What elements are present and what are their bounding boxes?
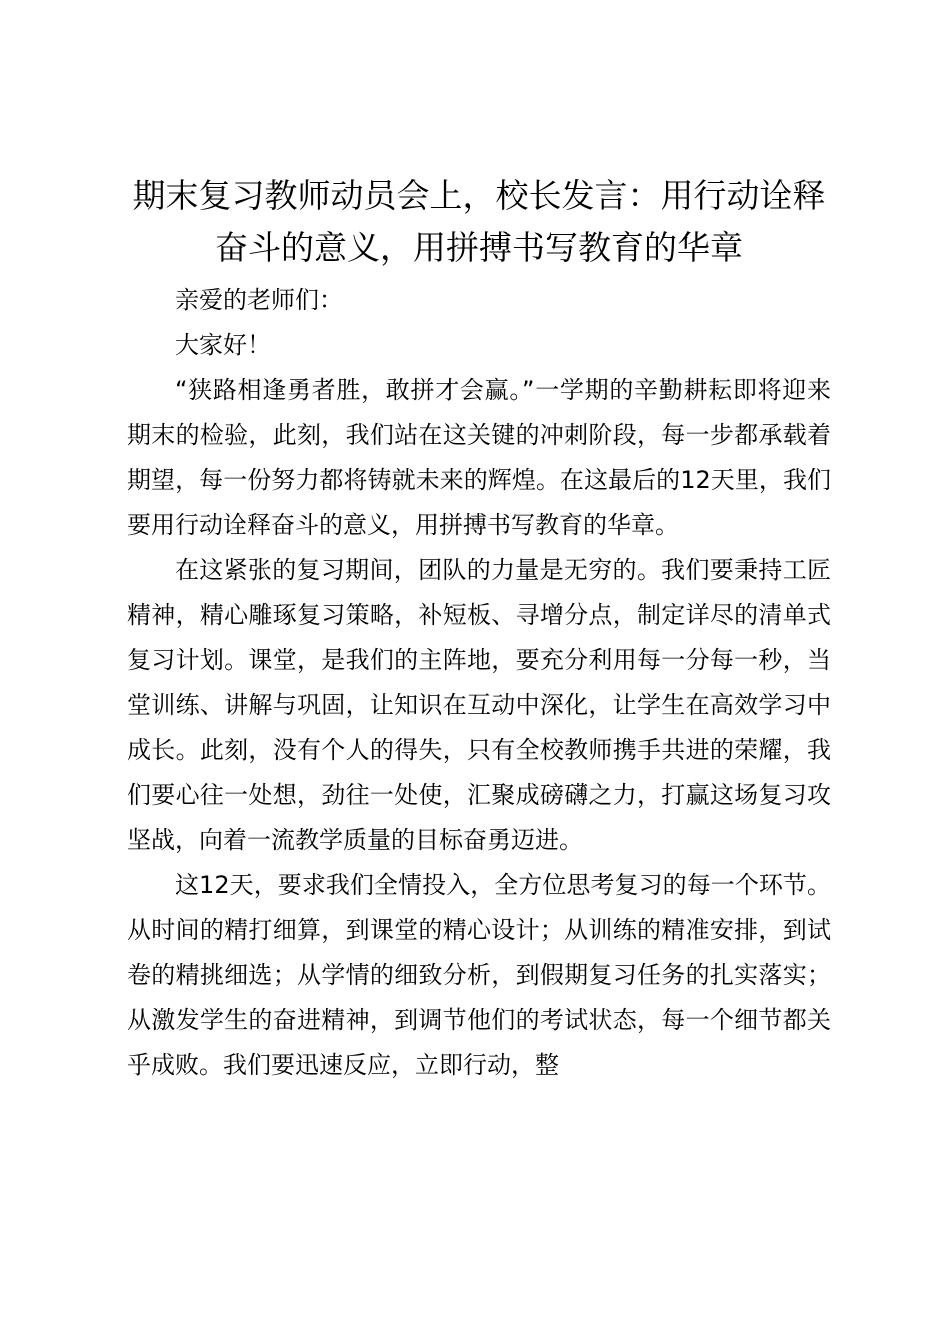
body-paragraph: 这12天，要求我们全情投入，全方位思考复习的每一个环节。从时间的精打细算，到课堂的精心设计；从训练的精准安排，到试卷的精挑细选；从学情的细致分析，到假期复习任务的扎实落实；从激发学生的奋进精神，到调节他们的考试状态，每一个细节都关乎成败。我们要迅速反应，立即行动，整	[127, 871, 831, 1079]
document-title: 期末复习教师动员会上，校长发言：用行动诠释奋斗的意义，用拼搏书写教育的华章	[132, 176, 826, 267]
greeting: 大家好！	[175, 331, 271, 359]
body-paragraph: 在这紧张的复习期间，团队的力量是无穷的。我们要秉持工匠精神，精心雕琢复习策略，补短板、寻增分点，制定详尽的清单式复习计划。课堂，是我们的主阵地，要充分利用每一分每一秒，当堂训练、讲解与巩固，让知识在互动中深化，让学生在高效学习中成长。此刻，没有个人的得失，只有全校教师携手共进的荣耀，我们要心往一处想，劲往一处使，汇聚成磅礴之力，打赢这场复习攻坚战，向着一流教学质量的目标奋勇迈进。	[127, 556, 831, 854]
salutation: 亲爱的老师们：	[175, 286, 343, 314]
document-body	[127, 170, 831, 1088]
body-paragraph: “狭路相逢勇者胜，敢拼才会赢。”一学期的辛勤耕耘即将迎来期末的检验，此刻，我们站在这关键的冲刺阶段，每一步都承载着期望，每一份努力都将铸就未来的辉煌。在这最后的12天里，我们要用行动诠释奋斗的意义，用拼搏书写教育的华章。	[127, 376, 831, 539]
